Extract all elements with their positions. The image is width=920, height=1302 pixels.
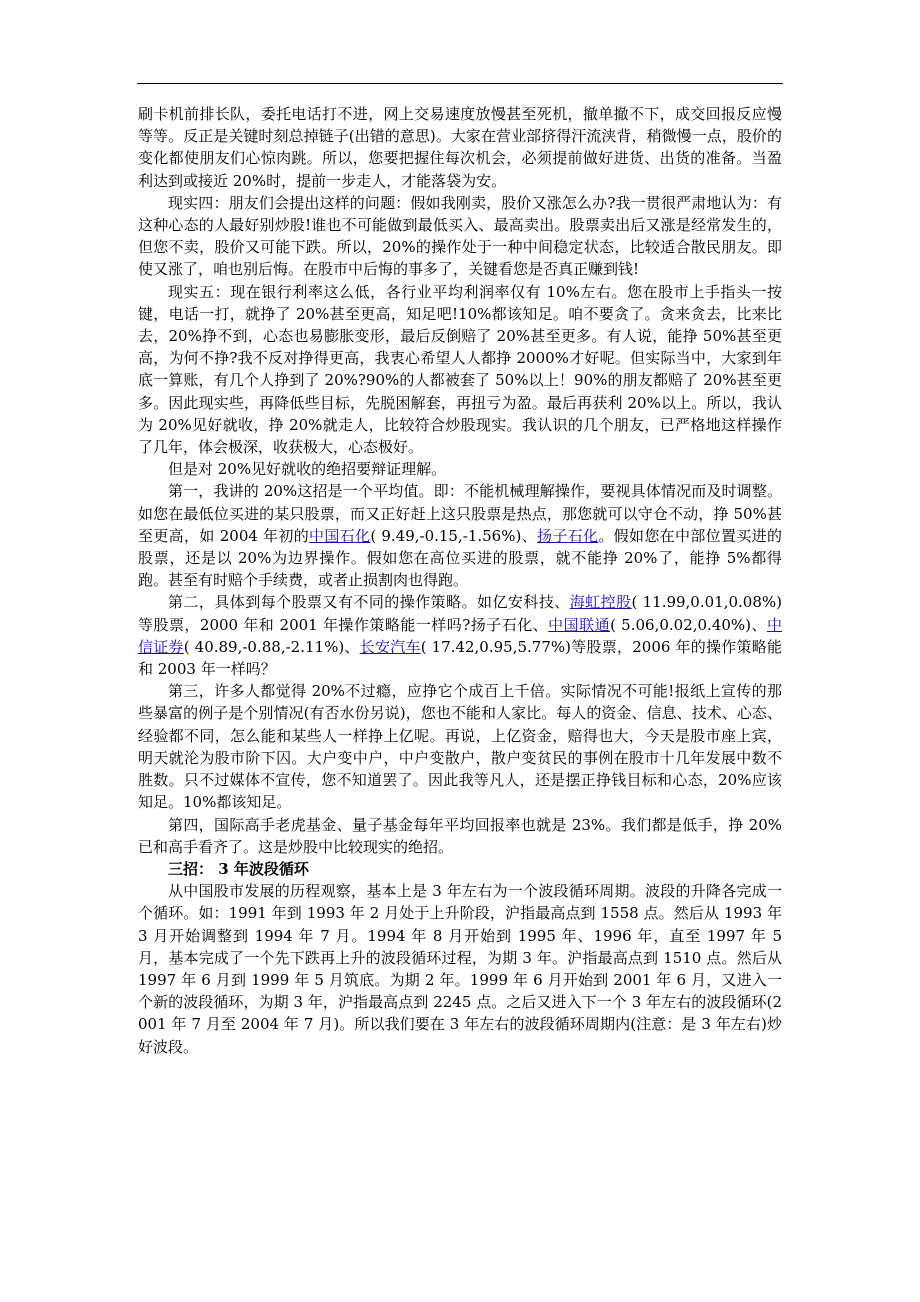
paragraph-wave-cycle: 从中国股市发展的历程观察，基本上是 3 年左右为一个波段循环周期。波段的升降各完成一个循环。如：1991 年到 1993 年 2 月处于上升阶段，沪指最高点到 1558 点。然后从 1993 年 3 月开始调整到 1994 年 7 月。1994 年 8 月开始到 1995 年、1996 年，直至 1997 年 5 月，基本完成了一个先下跌再上升的波段循环过程，为期 3 年。沪指最高点到 1510 点。然后从 1997 年 6 月到 1999 年 5 月筑底。为期 2 年。1999 年 6 月开始到 2001 年 6 月，又进入一个新的波段循环，为期 3 年，沪指最高点到 2245 点。之后又进入下一个 3 年左右的波段循环(2001 年 7 月至 2004 年 7 月)。所以我们要在 3 年左右的波段循环周期内(注意：是 3 年左右)炒好波段。 [138,882,782,1056]
paragraph-point-three: 第三，许多人都觉得 20%不过瘾，应挣它个成百上千倍。实际情况不可能!报纸上宣传的那些暴富的例子是个别情况(有否水份另说)，您也不能和人家比。每人的资金、信息、技术、心态、经验都不同，怎么能和某些人一样挣上亿呢。再说，上亿资金，赔得也大，今天是股市座上宾，明天就沦为股市阶下囚。大户变中户，中户变散户，散户变贫民的事例在股市十几年发展中数不胜数。只不过媒体不宣传，您不知道罢了。因此我等凡人，还是摆正挣钱目标和心态，20%应该知足。10%都该知足。 [138,682,782,812]
paragraph-reality-five: 现实五：现在银行利率这么低，各行业平均利润率仅有 10%左右。您在股市上手指头一按键，电话一打，就挣了 20%甚至更高，知足吧!10%都该知足。咱不要贪了。贪来贪去，比来比去，20%挣不到，心态也易膨胀变形，最后反倒赔了 20%甚至更多。有人说，能挣 50%甚至更高，为何不挣?我不反对挣得更高，我衷心希望人人都挣 2000%才好呢。但实际当中，大家到年底一算账，有几个人挣到了 20%?90%的人都被套了 50%以上！90%的朋友都赔了 20%甚至更多。因此现实些，再降低些目标，先脱困解套，再扭亏为盈。最后再获利 20%以上。所以，我认为 20%见好就收，挣 20%就走人，比较符合炒股现实。我认识的几个朋友，已严格地这样操作了几年，体会极深，收获极大，心态极好。 [138,282,782,457]
text-segment: 。假如您在中部位置买进的股票，还是以 20%为边界操作。假如您在高位买进的股票，就不能挣 20%了，能挣 5%都得跑。甚至有时赔个手续费，或者止损割肉也得跑。 [138,526,782,590]
text-segment: ( 5.06,0.02,0.40%)、 [610,615,767,634]
text-segment: ( 11.99,0.01,0.08%)等股票，2000 年和 2001 年操作策略能一样吗?扬子石化、 [138,593,782,634]
stock-link-yangzi-petrochem[interactable]: 扬子石化 [536,526,599,545]
text-segment: 第一，我讲的 20%这招是一个平均值。即：不能机械理解操作，要视具体情况而及时调整。如您在最低位买进的某只股票，而又正好赶上这只股票是热点，那您就可以守仓不动，挣 50%甚至更高，如 2004 年初的 [138,482,782,545]
paragraph-continuation: 刷卡机前排长队，委托电话打不进，网上交易速度放慢甚至死机，撤单撤不下，成交回报反应慢等等。反正是关键时刻总掉链子(出错的意思)。大家在营业部挤得汗流浃背，稍微慢一点，股价的变化都使朋友们心惊肉跳。所以，您要把握住每次机会，必须提前做好进货、出货的准备。当盈利达到或接近 20%时，提前一步走人，才能落袋为安。 [138,105,782,190]
paragraph-point-two [138,591,782,680]
paragraph-dialectic: 但是对 20%见好就收的绝招要辩证理解。 [168,460,447,479]
paragraph-point-four: 第四，国际高手老虎基金、量子基金每年平均回报率也就是 23%。我们都是低手，挣 20%已和高手看齐了。这是炒股中比较现实的绝招。 [138,815,782,856]
text-segment: 第二，具体到每个股票又有不同的操作策略。如亿安科技、 [168,593,570,612]
header-rule [137,83,783,84]
text-segment: ( 9.49,-0.15,-1.56%)、 [370,526,537,545]
document-body [138,103,782,1058]
section-heading: 三招： 3 年波段循环 [168,859,309,878]
stock-link-haihong[interactable]: 海虹控股 [569,593,632,612]
stock-link-changan-auto[interactable]: 长安汽车 [359,637,421,656]
stock-link-citic-securities[interactable]: 中信证券 [138,615,782,656]
text-segment: ( 17.42,0.95,5.77%)等股票，2006 年的操作策略能和 2003 年一样吗？ [138,637,782,679]
stock-link-china-unicom[interactable]: 中国联通 [548,615,611,634]
paragraph-point-one [138,480,782,591]
text-segment: ( 40.89,-0.88,-2.11%)、 [183,637,360,656]
stock-link-sinopec[interactable]: 中国石化 [309,526,371,545]
paragraph-reality-four: 现实四：朋友们会提出这样的问题：假如我刚卖，股价又涨怎么办?我一贯很严肃地认为：有这种心态的人最好别炒股!谁也不可能做到最低买入、最高卖出。股票卖出后又涨是经常发生的，但您不卖，股价又可能下跌。所以，20%的操作处于一种中间稳定状态，比较适合散民朋友。即使又涨了，咱也别后悔。在股市中后悔的事多了，关键看您是否真正赚到钱! [138,193,782,279]
